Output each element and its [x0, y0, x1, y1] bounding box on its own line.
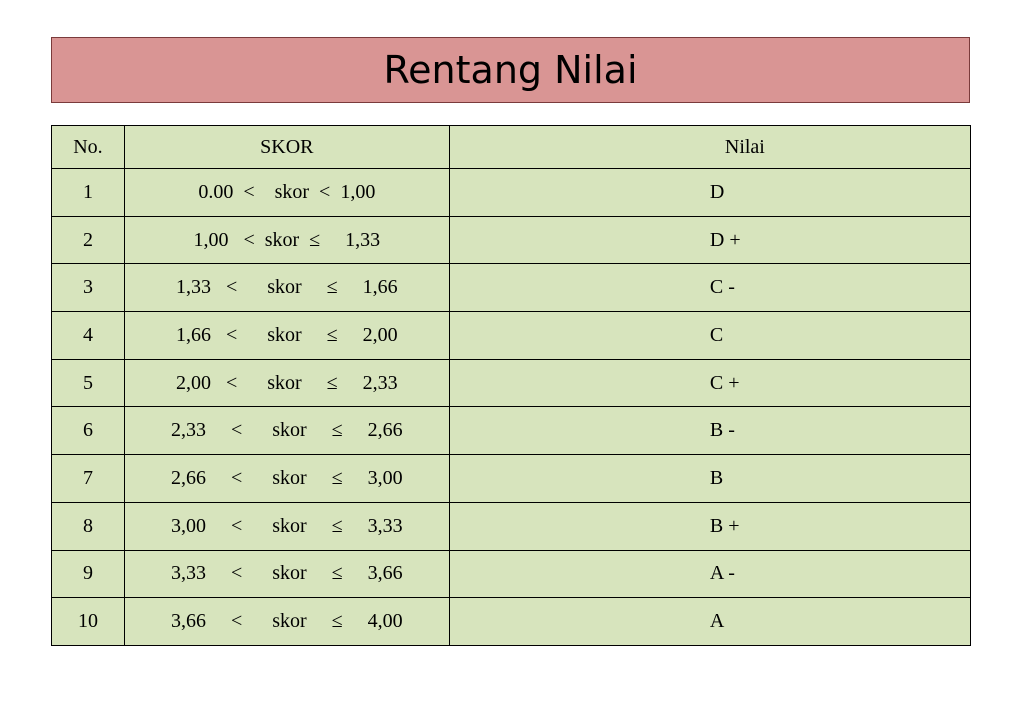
cell-skor: 2,66 < skor ≤ 3,00 — [124, 455, 449, 503]
cell-skor: 3,33 < skor ≤ 3,66 — [124, 550, 449, 598]
header-skor: SKOR — [124, 126, 449, 169]
header-nilai — [449, 126, 970, 169]
cell-nilai-label: C + — [709, 371, 740, 394]
table-row — [52, 312, 971, 360]
cell-nilai — [449, 264, 970, 312]
table-row — [52, 359, 971, 407]
header-nilai-label: Nilai — [724, 135, 765, 158]
cell-nilai-label: B - — [709, 419, 735, 442]
cell-nilai — [449, 312, 970, 360]
table-row — [52, 216, 971, 264]
table-row — [52, 550, 971, 598]
cell-skor: 1,33 < skor ≤ 1,66 — [124, 264, 449, 312]
cell-no: 9 — [52, 550, 125, 598]
cell-no: 4 — [52, 312, 125, 360]
cell-nilai — [449, 216, 970, 264]
cell-skor: 1,00 < skor ≤ 1,33 — [124, 216, 449, 264]
cell-skor: 3,00 < skor ≤ 3,33 — [124, 502, 449, 550]
cell-no: 10 — [52, 598, 125, 646]
cell-nilai-label: B + — [709, 514, 740, 537]
cell-nilai-label: D + — [709, 228, 741, 251]
cell-no: 7 — [52, 455, 125, 503]
grade-range-table — [51, 125, 971, 646]
table-row — [52, 264, 971, 312]
table-row — [52, 407, 971, 455]
cell-nilai-label: A - — [709, 562, 735, 585]
cell-skor: 3,66 < skor ≤ 4,00 — [124, 598, 449, 646]
cell-nilai — [449, 598, 970, 646]
cell-no: 5 — [52, 359, 125, 407]
cell-no: 2 — [52, 216, 125, 264]
table-row — [52, 502, 971, 550]
header-no: No. — [52, 126, 125, 169]
cell-nilai-label: C — [709, 323, 724, 346]
cell-no: 1 — [52, 169, 125, 217]
table-row — [52, 598, 971, 646]
table-row — [52, 169, 971, 217]
cell-skor: 2,00 < skor ≤ 2,33 — [124, 359, 449, 407]
title-banner — [51, 37, 970, 103]
cell-no: 8 — [52, 502, 125, 550]
page-title: Rentang Nilai — [383, 48, 638, 92]
cell-nilai — [449, 550, 970, 598]
cell-nilai-label: D — [709, 180, 725, 203]
cell-skor: 0.00 < skor < 1,00 — [124, 169, 449, 217]
cell-nilai — [449, 169, 970, 217]
cell-no: 3 — [52, 264, 125, 312]
cell-skor: 1,66 < skor ≤ 2,00 — [124, 312, 449, 360]
cell-no: 6 — [52, 407, 125, 455]
table-body — [52, 169, 971, 646]
cell-nilai-label: C - — [709, 276, 735, 299]
cell-nilai-label: B — [709, 466, 724, 489]
table-header-row — [52, 126, 971, 169]
cell-nilai — [449, 407, 970, 455]
cell-nilai-label: A — [709, 610, 725, 633]
cell-nilai — [449, 359, 970, 407]
cell-nilai — [449, 455, 970, 503]
cell-skor: 2,33 < skor ≤ 2,66 — [124, 407, 449, 455]
table-row — [52, 455, 971, 503]
cell-nilai — [449, 502, 970, 550]
